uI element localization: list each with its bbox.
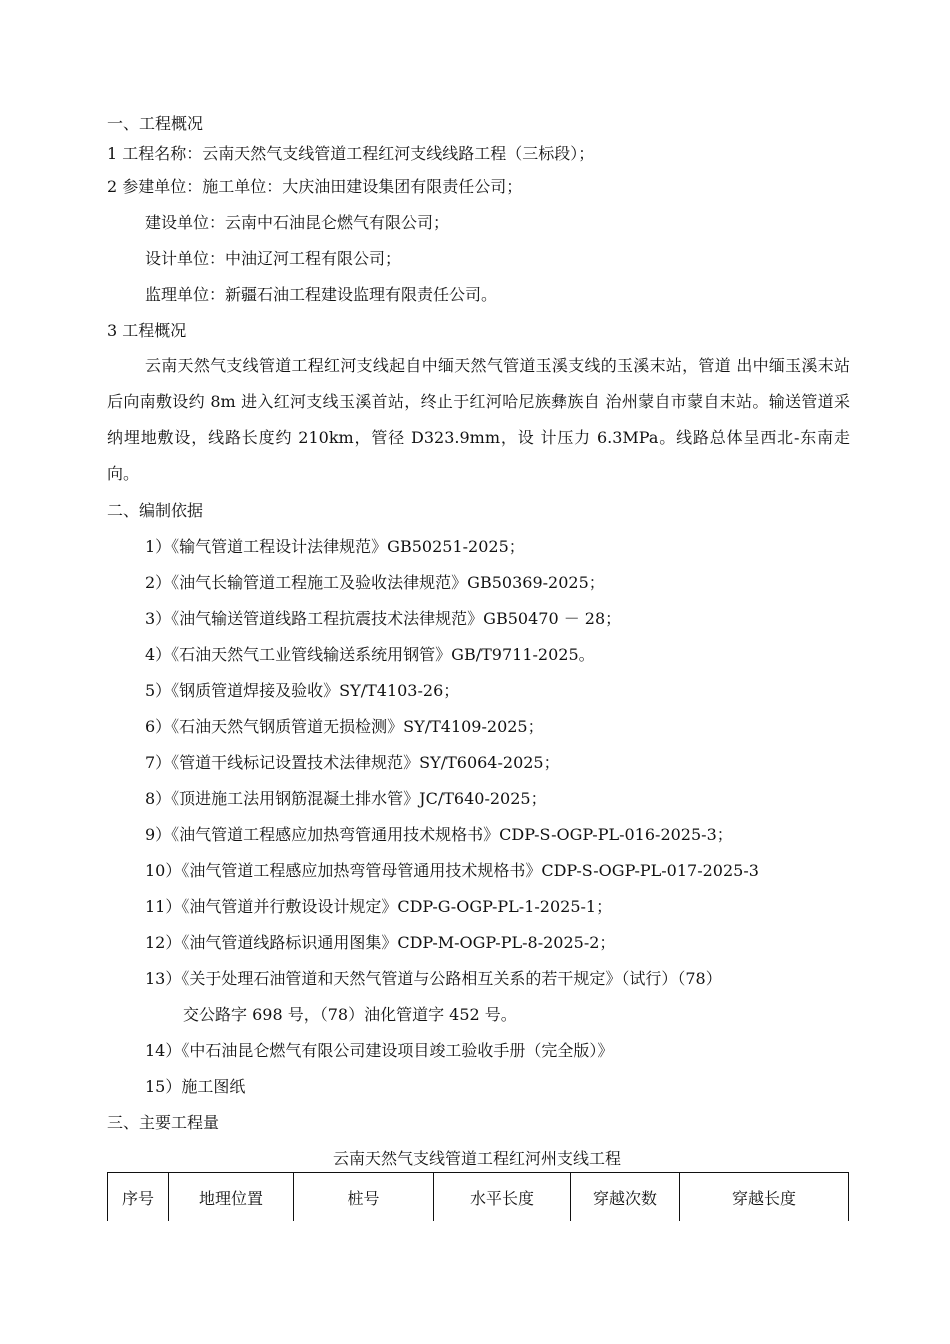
reference-item: 9）《油气管道工程感应加热弯管通用技术规格书》CDP-S-OGP-PL-016-2025-3； <box>145 825 733 844</box>
reference-item: 11）《油气管道并行敷设设计规定》CDP-G-OGP-PL-1-2025-1； <box>145 897 613 916</box>
reference-item: 7）《管道干线标记设置技术法律规范》SY/T6064-2025； <box>145 753 560 772</box>
column-header-location: 地理位置 <box>169 1173 294 1222</box>
table-caption: 云南天然气支线管道工程红河州支线工程 <box>332 1149 621 1168</box>
reference-item: 3）《油气输送管道线路工程抗震技术法律规范》GB50470 － 28； <box>145 609 622 628</box>
column-header-stake: 桩号 <box>294 1173 434 1222</box>
designer-line: 设计单位：中油辽河工程有限公司； <box>145 249 402 268</box>
overview-title: 3 工程概况 <box>107 321 187 340</box>
owner-line: 建设单位：云南中石油昆仑燃气有限公司； <box>145 213 450 232</box>
column-header-crossing-length: 穿越长度 <box>680 1173 849 1222</box>
quantities-table <box>107 1172 849 1221</box>
overview-paragraph: 云南天然气支线管道工程红河支线起自中缅天然气管道玉溪支线的玉溪末站，管道 出中缅玉溪末站后向南敷设约 8m 进入红河支线玉溪首站，终止于红河哈尼族彝族自 治州蒙自市蒙自末站。输送管道采纳埋地敷设，线路长度约 210km，管径 D323.9mm，设 计压力 6.3MPa。线路总体呈西北-东南走向。 <box>107 356 850 483</box>
reference-item: 6）《石油天然气钢质管道无损检测》SY/T4109-2025； <box>145 717 544 736</box>
table-header-row <box>108 1173 849 1222</box>
reference-item: 1）《输气管道工程设计法律规范》GB50251-2025； <box>145 537 525 556</box>
project-name: 1 工程名称：云南天然气支线管道工程红河支线线路工程（三标段）； <box>107 144 595 163</box>
reference-item: 10）《油气管道工程感应加热弯管母管通用技术规格书》CDP-S-OGP-PL-017-2025-3 <box>145 861 759 880</box>
section-1-heading: 一、工程概况 <box>107 114 204 133</box>
reference-item: 15）施工图纸 <box>145 1077 246 1096</box>
participants-line: 2 参建单位：施工单位：大庆油田建设集团有限责任公司； <box>107 177 523 196</box>
reference-item: 5）《钢质管道焊接及验收》SY/T4103-26； <box>145 681 460 700</box>
reference-item: 13）《关于处理石油管道和天然气管道与公路相互关系的若干规定》（试行）（78） <box>145 969 722 988</box>
column-header-index: 序号 <box>108 1173 169 1222</box>
section-2-heading: 二、编制依据 <box>107 501 204 520</box>
reference-item: 14）《中石油昆仑燃气有限公司建设项目竣工验收手册（完全版）》 <box>145 1041 614 1060</box>
reference-item: 4）《石油天然气工业管线输送系统用钢管》GB/T9711-2025。 <box>145 645 595 664</box>
section-3-heading: 三、主要工程量 <box>107 1113 220 1132</box>
reference-item: 8）《顶进施工法用钢筋混凝土排水管》JC/T640-2025； <box>145 789 547 808</box>
supervisor-line: 监理单位：新疆石油工程建设监理有限责任公司。 <box>145 285 498 304</box>
reference-item: 2）《油气长输管道工程施工及验收法律规范》GB50369-2025； <box>145 573 605 592</box>
column-header-horizontal-length: 水平长度 <box>434 1173 571 1222</box>
reference-item-continuation: 交公路字 698 号，（78）油化管道字 452 号。 <box>183 1005 517 1024</box>
column-header-crossing-count: 穿越次数 <box>571 1173 680 1222</box>
reference-item: 12）《油气管道线路标识通用图集》CDP-M-OGP-PL-8-2025-2； <box>145 933 616 952</box>
